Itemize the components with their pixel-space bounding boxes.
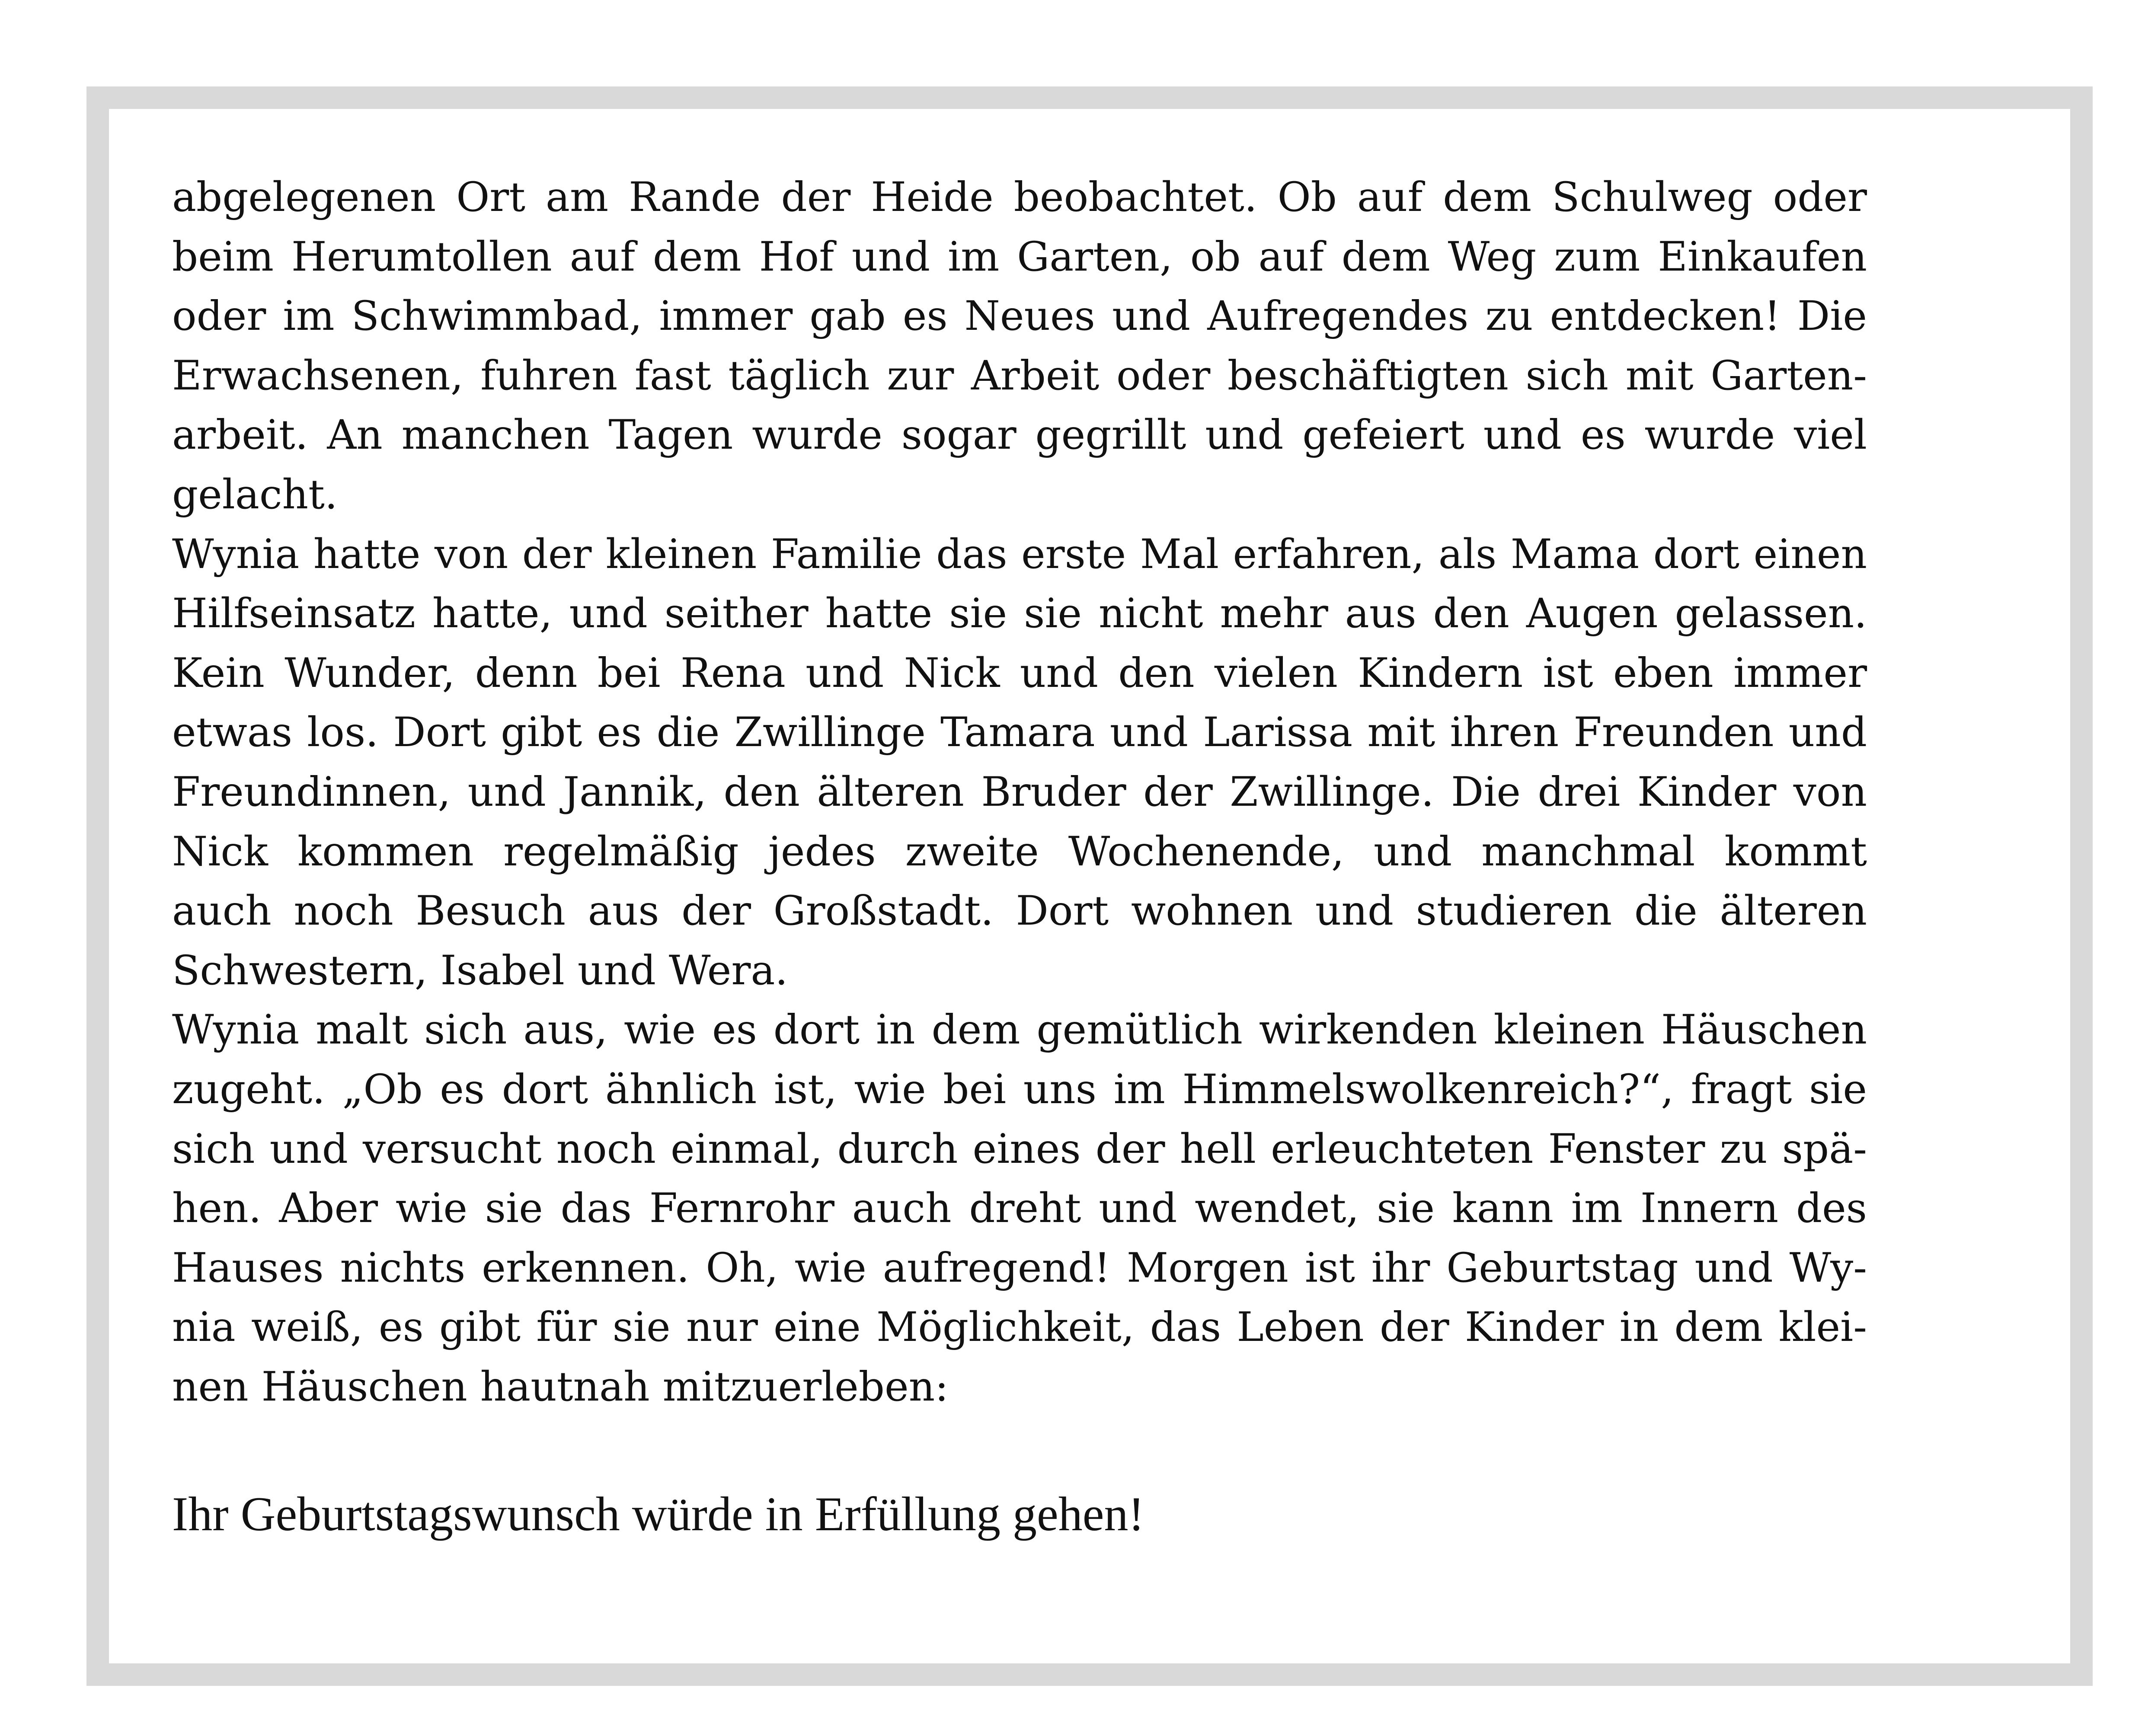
text-line: auch noch Besuch aus der Großstadt. Dort wohnen und studieren die älteren: [172, 887, 1867, 935]
text-line: Schwestern, Isabel und Wera.: [172, 947, 788, 994]
text-line: Erwachsenen, fuhren fast täglich zur Arbeit oder beschäftigten sich mit Garten-: [172, 352, 1867, 399]
text-line: Kein Wunder, denn bei Rena und Nick und den vielen Kindern ist eben immer: [172, 649, 1867, 697]
text-line: Wynia hatte von der kleinen Familie das erste Mal erfahren, als Mama dort einen: [172, 530, 1867, 578]
text-line: etwas los. Dort gibt es die Zwillinge Tamara und Larissa mit ihren Freunden und: [172, 709, 1867, 756]
text-line: nen Häuschen hautnah mitzuerleben:: [172, 1363, 949, 1410]
story-text: [172, 168, 1867, 1545]
closing-line: Ihr Geburtstagswunsch würde in Erfüllung gehen!: [172, 1487, 1144, 1541]
text-line: abgelegenen Ort am Rande der Heide beobachtet. Ob auf dem Schulweg oder: [172, 174, 1867, 221]
text-line: arbeit. An manchen Tagen wurde sogar gegrillt und gefeiert und es wurde viel: [172, 412, 1867, 459]
text-line: Hilfseinsatz hatte, und seither hatte sie sie nicht mehr aus den Augen gelassen.: [172, 590, 1867, 638]
text-line: hen. Aber wie sie das Fernrohr auch dreht und wendet, sie kann im Innern des: [172, 1185, 1867, 1232]
text-line: Hauses nichts erkennen. Oh, wie aufregend! Morgen ist ihr Geburtstag und Wy-: [172, 1244, 1867, 1292]
blank-line: [172, 1417, 1867, 1476]
text-line: Freundinnen, und Jannik, den älteren Bruder der Zwillinge. Die drei Kinder von: [172, 768, 1867, 816]
text-line: nia weiß, es gibt für sie nur eine Möglichkeit, das Leben der Kinder in dem klei-: [172, 1304, 1867, 1351]
text-line: beim Herumtollen auf dem Hof und im Garten, ob auf dem Weg zum Einkaufen: [172, 233, 1867, 281]
text-line: oder im Schwimmbad, immer gab es Neues und Aufregendes zu entdecken! Die: [172, 293, 1867, 340]
text-line: Nick kommen regelmäßig jedes zweite Wochenende, und manchmal kommt: [172, 828, 1867, 875]
text-line: Wynia malt sich aus, wie es dort in dem gemütlich wirkenden kleinen Häuschen: [172, 1006, 1867, 1054]
text-line: zugeht. „Ob es dort ähnlich ist, wie bei uns im Himmelswolkenreich?“, fragt sie: [172, 1066, 1867, 1113]
text-line: sich und versucht noch einmal, durch eines der hell erleuchteten Fenster zu spä-: [172, 1125, 1867, 1173]
text-line: gelacht.: [172, 471, 338, 518]
